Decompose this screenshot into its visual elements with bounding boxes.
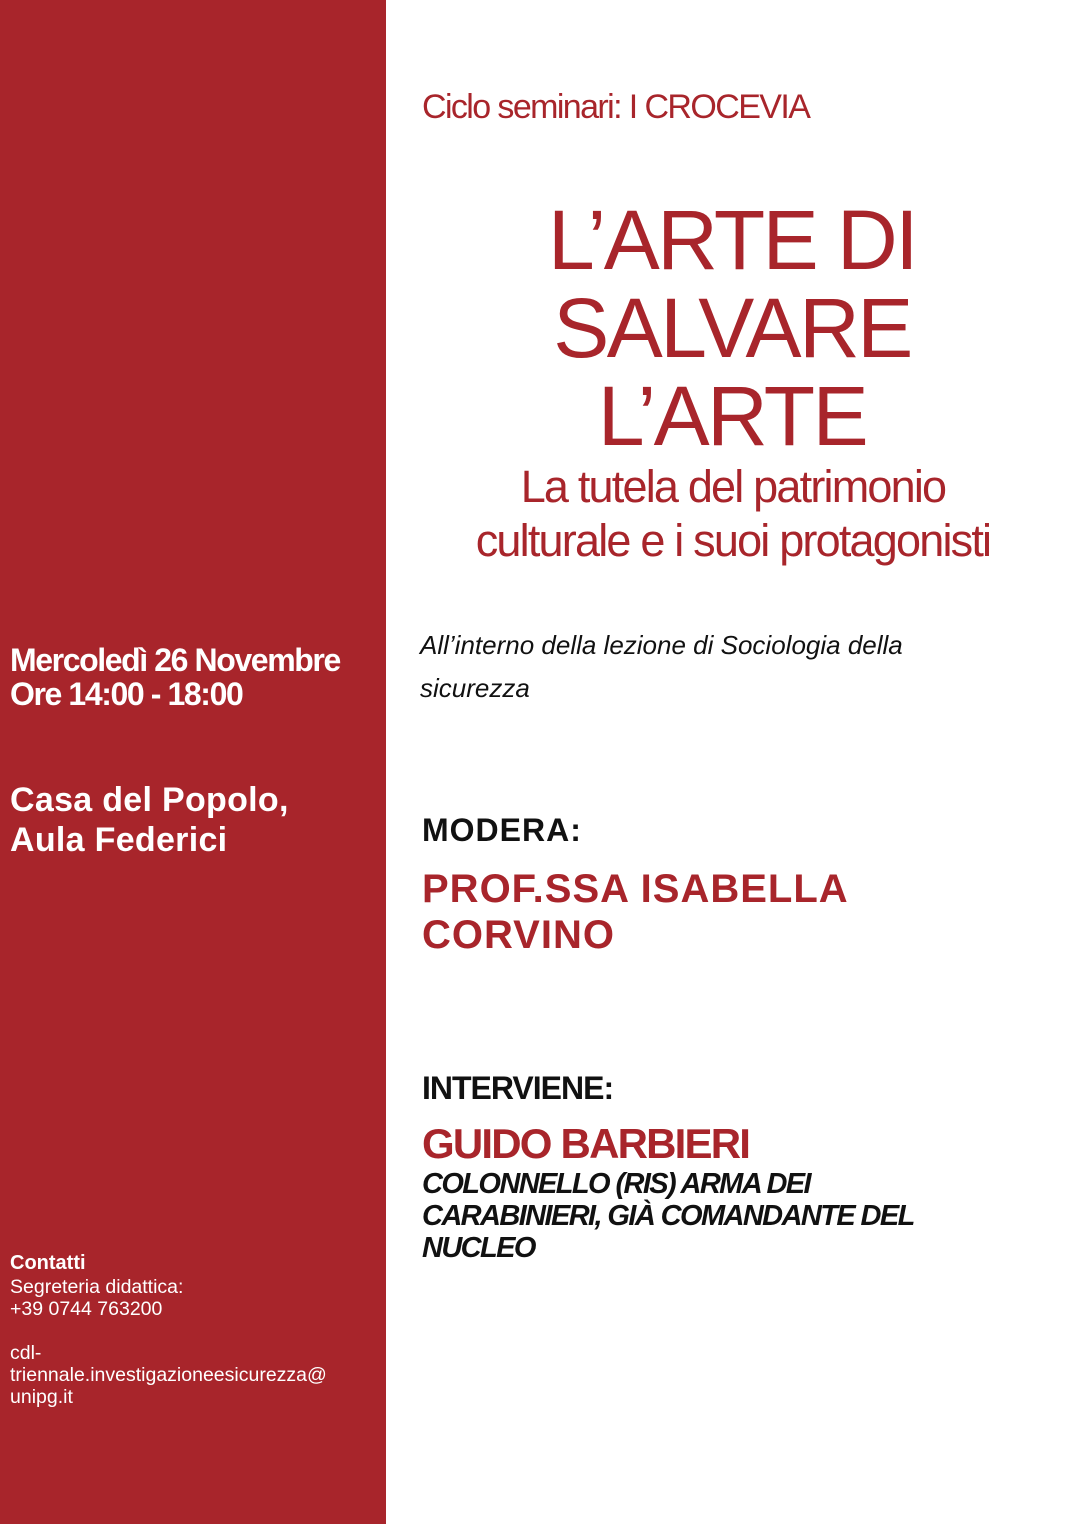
event-venue: [10, 780, 289, 860]
moderator-name-line-2: CORVINO: [422, 913, 615, 957]
speaker-label: INTERVIENE:: [422, 1070, 614, 1106]
office-label: Segreteria didattica:: [10, 1276, 184, 1298]
speaker-role-line-2: CARABINIERI, GIÀ COMANDANTE DEL: [422, 1200, 914, 1232]
context-line-1: All’interno della lezione di Sociologia della: [420, 630, 903, 660]
speaker-role-line-1: COLONNELLO (RIS) ARMA DEI: [422, 1168, 810, 1200]
email-line-2: triennale.investigazioneesicurezza@: [10, 1364, 327, 1386]
event-schedule: [10, 643, 340, 711]
subtitle-line-1: La tutela del patrimonio: [520, 461, 946, 512]
spacer: [10, 1320, 380, 1342]
event-title: [402, 193, 1062, 463]
event-time: Ore 14:00 - 18:00: [10, 676, 243, 712]
contacts-title: Contatti: [10, 1252, 86, 1274]
phone-number: +39 0744 763200: [10, 1298, 163, 1320]
main-content: [386, 0, 1080, 1524]
moderator-name: [422, 866, 982, 958]
venue-line-2: Aula Federici: [10, 821, 228, 859]
sidebar-panel: [0, 0, 386, 1524]
speaker-role-line-3: NUCLEO: [422, 1232, 535, 1264]
venue-line-1: Casa del Popolo,: [10, 781, 289, 819]
email-line-3: unipg.it: [10, 1386, 73, 1408]
email-line-1: cdl-: [10, 1342, 42, 1364]
context-line-2: sicurezza: [420, 673, 530, 703]
contacts-section: [10, 1252, 380, 1408]
title-line-1: L’ARTE DI: [547, 193, 917, 287]
moderator-label: MODERA:: [422, 812, 582, 848]
series-title: Ciclo seminari: I CROCEVIA: [422, 88, 810, 126]
event-date: Mercoledì 26 Novembre: [10, 642, 340, 678]
course-context: [420, 624, 1040, 710]
event-subtitle: [386, 460, 1080, 568]
speaker-name: GUIDO BARBIERI: [422, 1120, 750, 1167]
email-address[interactable]: [10, 1342, 380, 1408]
subtitle-line-2: culturale e i suoi protagonisti: [475, 515, 991, 566]
title-line-2: SALVARE: [553, 281, 911, 375]
speaker-role: [422, 1168, 1002, 1264]
moderator-name-line-1: PROF.SSA ISABELLA: [422, 867, 849, 911]
title-line-3: L’ARTE: [597, 369, 867, 463]
